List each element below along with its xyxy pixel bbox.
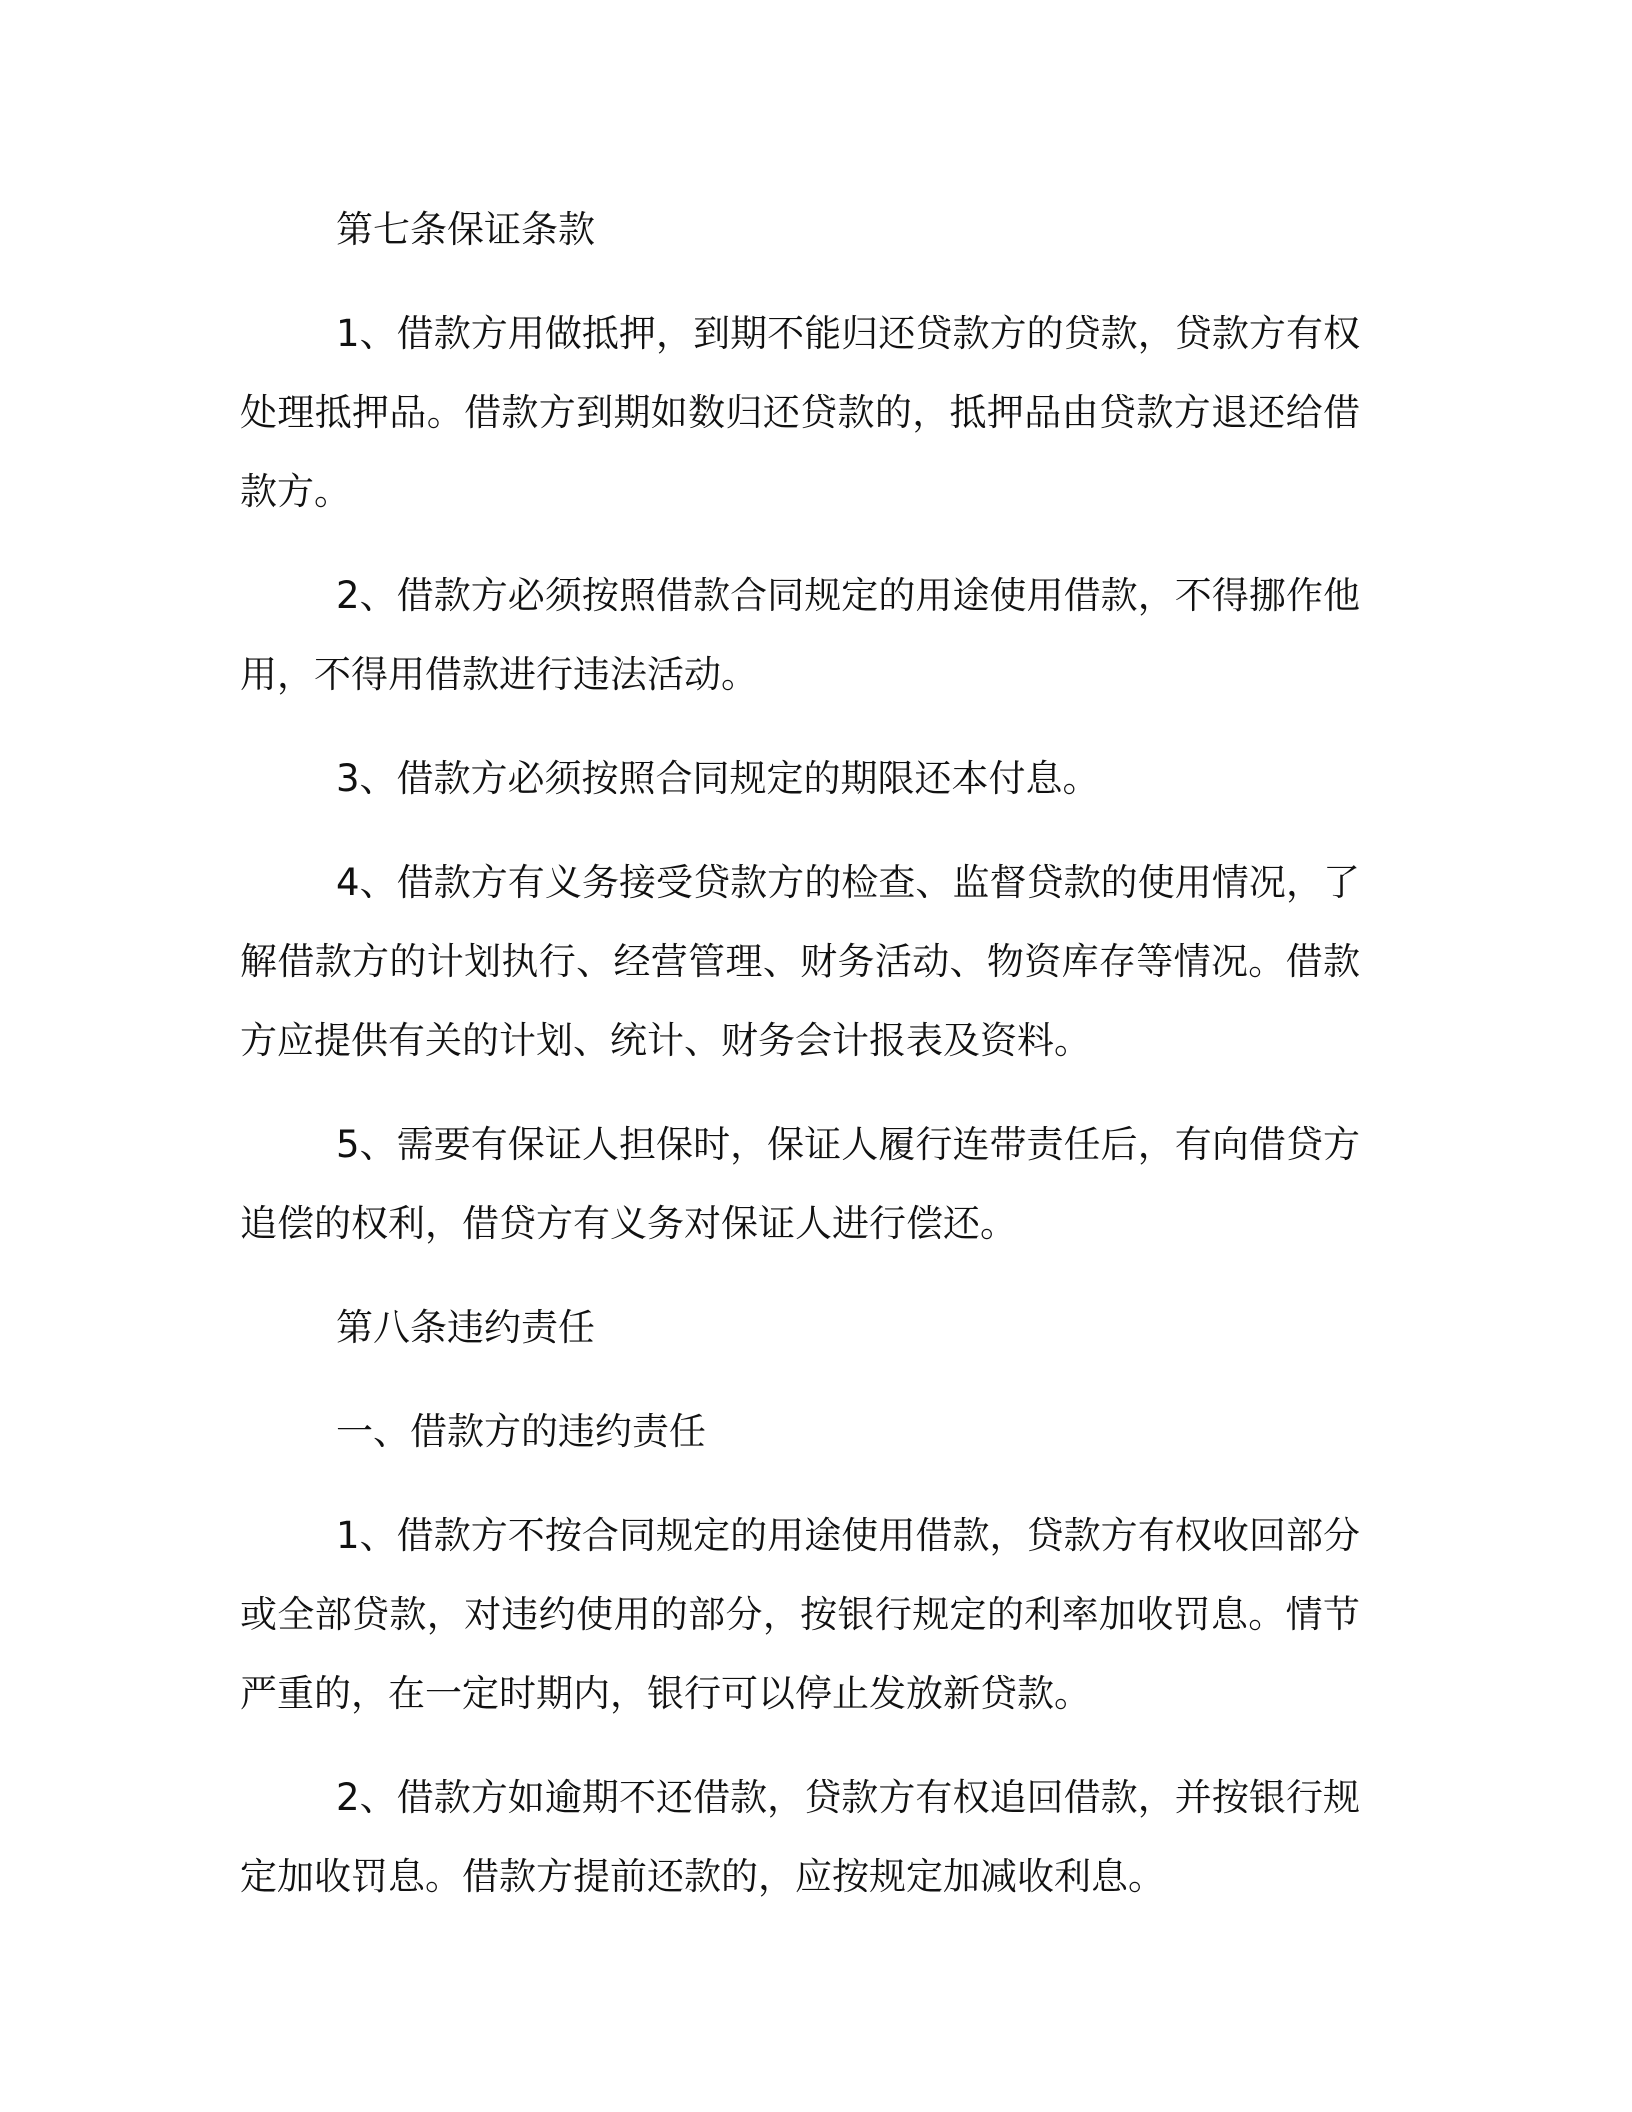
section-7-item-5: 5、需要有保证人担保时，保证人履行连带责任后，有向借贷方追偿的权利，借贷方有义务对保证人进行偿还。 bbox=[240, 1123, 1360, 1245]
section-7-item-4: 4、借款方有义务接受贷款方的检查、监督贷款的使用情况，了解借款方的计划执行、经营管理、财务活动、物资库存等情况。借款方应提供有关的计划、统计、财务会计报表及资料。 bbox=[240, 861, 1360, 1062]
section-7-title: 第七条保证条款 bbox=[336, 208, 595, 251]
section-8-title: 第八条违约责任 bbox=[336, 1306, 595, 1349]
section-8-item-1: 1、借款方不按合同规定的用途使用借款，贷款方有权收回部分或全部贷款，对违约使用的部分，按银行规定的利率加收罚息。情节严重的，在一定时期内，银行可以停止发放新贷款。 bbox=[240, 1514, 1360, 1715]
section-7-item-1: 1、借款方用做抵押，到期不能归还贷款方的贷款，贷款方有权处理抵押品。借款方到期如数归还贷款的，抵押品由贷款方退还给借款方。 bbox=[240, 312, 1360, 513]
section-7-item-2: 2、借款方必须按照借款合同规定的用途使用借款，不得挪作他用，不得用借款进行违法活动。 bbox=[240, 574, 1360, 696]
section-7-item-3: 3、借款方必须按照合同规定的期限还本付息。 bbox=[336, 757, 1100, 800]
section-8-item-2: 2、借款方如逾期不还借款，贷款方有权追回借款，并按银行规定加收罚息。借款方提前还款的，应按规定加减收利息。 bbox=[240, 1776, 1360, 1898]
section-8-subtitle: 一、借款方的违约责任 bbox=[336, 1410, 706, 1453]
document-page bbox=[240, 190, 1360, 1941]
